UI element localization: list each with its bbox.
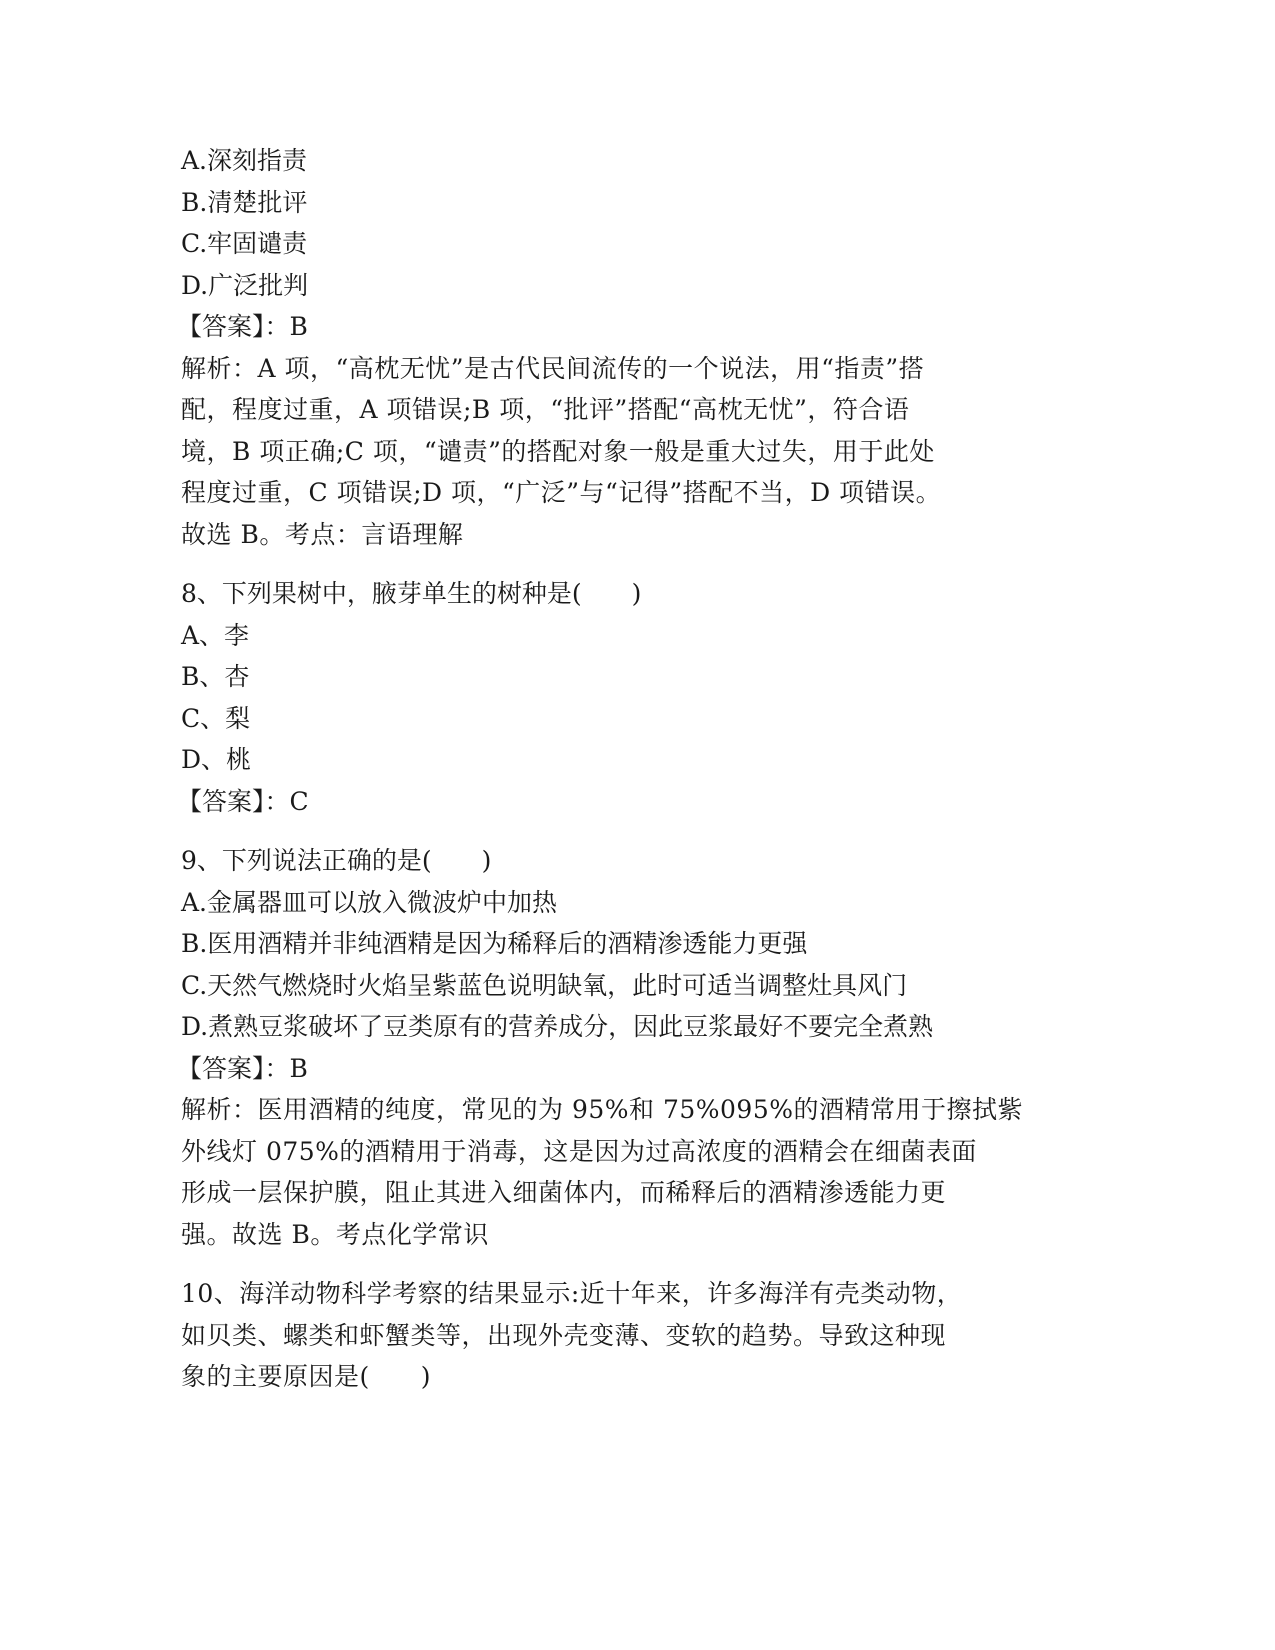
- analysis-line: 境，B 项正确;C 项，“谴责”的搭配对象一般是重大过失，用于此处: [181, 436, 935, 466]
- option-d: D、桃: [181, 745, 252, 774]
- question-text: 如贝类、螺类和虾蟹类等，出现外壳变薄、变软的趋势。导致这种现: [181, 1320, 947, 1350]
- question-text: 9、下列说法正确的是( ): [181, 846, 492, 875]
- document-content: [177, 140, 1051, 1398]
- analysis-line: 配，程度过重，A 项错误;B 项，“批评”搭配“高枕无忧”，符合语: [181, 395, 910, 424]
- question-text: 象的主要原因是( ): [181, 1362, 432, 1391]
- answer-line: 【答案】：C: [177, 786, 309, 816]
- option-b: B.医用酒精并非纯酒精是因为稀释后的酒精渗透能力更强: [181, 929, 808, 958]
- analysis-line: 形成一层保护膜，阻止其进入细菌体内，而稀释后的酒精渗透能力更: [181, 1178, 947, 1207]
- spacer: [181, 822, 1051, 840]
- option-c: C.牢固谴责: [181, 229, 308, 258]
- spacer: [181, 555, 1051, 573]
- option-a: A.深刻指责: [181, 146, 308, 175]
- question-8-block: [177, 573, 1051, 822]
- option-d: D.煮熟豆浆破坏了豆类原有的营养成分，因此豆浆最好不要完全煮熟: [181, 1012, 934, 1041]
- option-d: D.广泛批判: [181, 270, 309, 300]
- option-b: B.清楚批评: [181, 187, 308, 217]
- analysis-line: 解析：医用酒精的纯度，常见的为 95%和 75%095%的酒精常用于擦拭紫: [181, 1095, 1024, 1124]
- analysis-line: 程度过重，C 项错误;D 项，“广泛”与“记得”搭配不当，D 项错误。: [181, 478, 942, 507]
- option-a: A.金属器皿可以放入微波炉中加热: [181, 887, 558, 917]
- analysis-line: 解析：A 项，“高枕无忧”是古代民间流传的一个说法，用“指责”搭: [181, 353, 925, 383]
- answer-line: 【答案】：B: [177, 1053, 308, 1083]
- analysis-line: 故选 B。考点：言语理解: [181, 519, 464, 549]
- question-10-block: [181, 1273, 1051, 1398]
- spacer: [181, 1255, 1051, 1273]
- option-c: C.天然气燃烧时火焰呈紫蓝色说明缺氧，此时可适当调整灶具风门: [181, 970, 908, 1000]
- analysis-line: 外线灯 075%的酒精用于消毒，这是因为过高浓度的酒精会在细菌表面: [181, 1136, 977, 1166]
- analysis-line: 强。故选 B。考点化学常识: [181, 1219, 489, 1249]
- option-a: A、李: [181, 620, 250, 650]
- option-c: C、梨: [181, 703, 251, 733]
- question-9-block: [177, 840, 1051, 1255]
- question-text: 10、海洋动物科学考察的结果显示:近十年来，许多海洋有壳类动物，: [181, 1279, 963, 1308]
- question-7-block: [177, 140, 1051, 555]
- answer-line: 【答案】：B: [177, 312, 308, 341]
- question-text: 8、下列果树中，腋芽单生的树种是( ): [181, 579, 642, 608]
- option-b: B、杏: [181, 662, 250, 691]
